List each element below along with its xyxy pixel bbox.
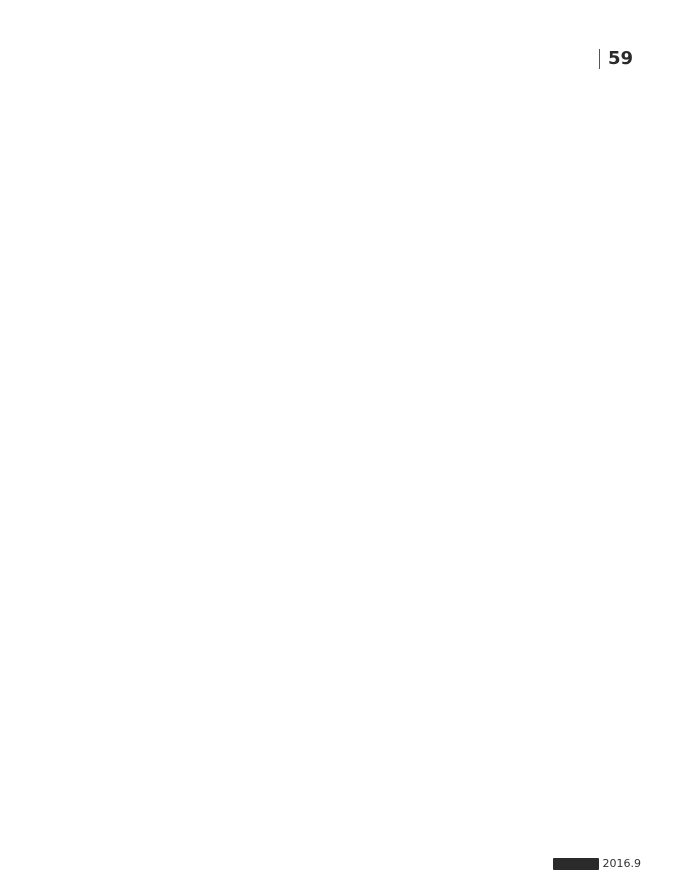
article-column-1 xyxy=(76,190,248,830)
magazine-logo xyxy=(553,858,599,870)
page-number-block xyxy=(599,48,633,69)
issue-date: 2016.9 xyxy=(602,857,641,870)
page-number-divider xyxy=(599,49,600,69)
page-footer xyxy=(553,857,642,870)
article-column-3 xyxy=(444,190,616,830)
article-column-2 xyxy=(260,190,432,830)
article-body xyxy=(76,190,616,830)
page-number: 59 xyxy=(607,48,633,69)
